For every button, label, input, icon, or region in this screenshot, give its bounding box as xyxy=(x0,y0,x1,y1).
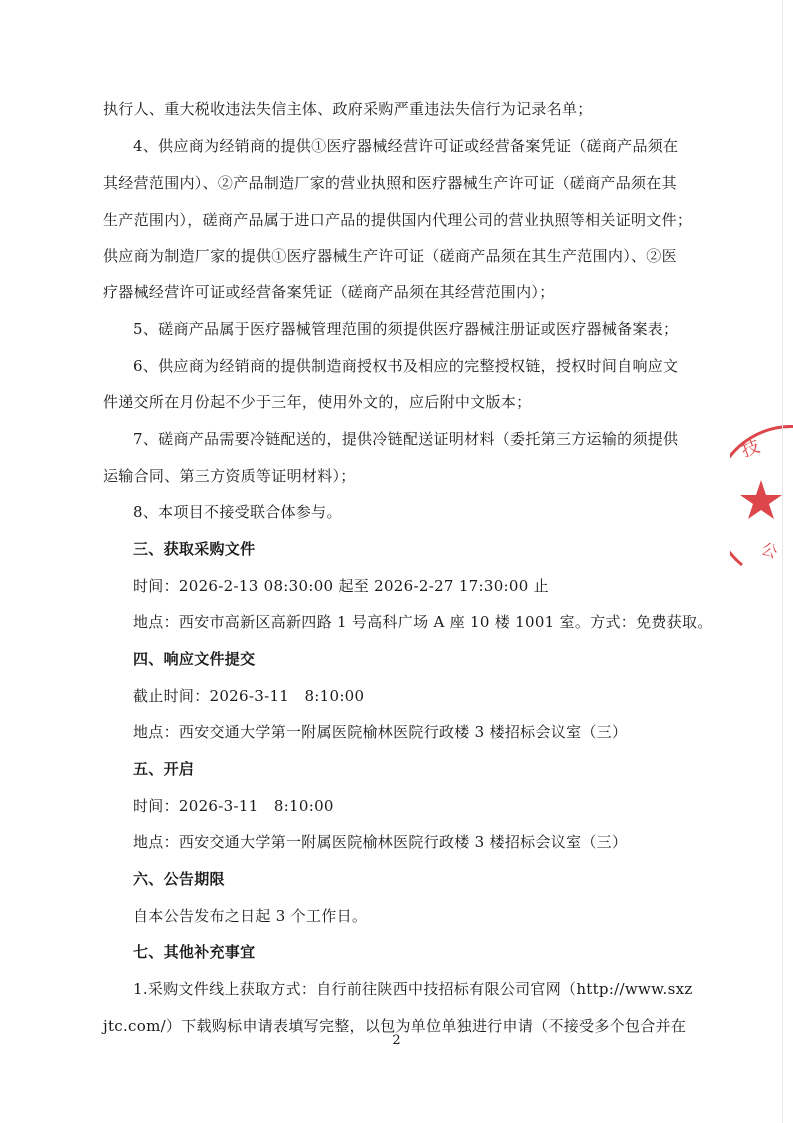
text-line: 时间：2026-2-13 08:30:00 起至 2026-2-27 17:30:00 止 xyxy=(133,577,549,595)
text-line: 件递交所在月份起不少于三年，使用外文的，应后附中文版本； xyxy=(103,393,532,411)
text-line: 7、磋商产品需要冷链配送的，提供冷链配送证明材料（委托第三方运输的须提供 xyxy=(133,430,679,448)
company-seal xyxy=(730,425,793,575)
section-heading: 三、获取采购文件 xyxy=(133,540,256,558)
section-heading: 七、其他补充事宜 xyxy=(133,943,256,961)
text-line: 8、本项目不接受联合体参与。 xyxy=(133,503,342,521)
text-line: 5、磋商产品属于医疗器械管理范围的须提供医疗器械注册证或医疗器械备案表； xyxy=(133,320,679,338)
seal-graphic xyxy=(730,425,793,575)
text-line: 截止时间：2026-3-11 8:10:00 xyxy=(133,687,365,705)
text-line: 4、供应商为经销商的提供①医疗器械经营许可证或经营备案凭证（磋商产品须在 xyxy=(133,137,679,155)
text-line: 自本公告发布之日起 3 个工作日。 xyxy=(133,907,368,925)
text-line: 地点：西安交通大学第一附属医院榆林医院行政楼 3 楼招标会议室（三） xyxy=(133,723,628,741)
text-line: 1.采购文件线上获取方式：自行前往陕西中技招标有限公司官网（http://www.sxz xyxy=(133,980,693,998)
text-line: 地点：西安市高新区高新四路 1 号高科广场 A 座 10 楼 1001 室。方式：免费获取。 xyxy=(133,613,713,631)
text-line: 执行人、重大税收违法失信主体、政府采购严重违法失信行为记录名单； xyxy=(103,100,593,118)
page-number: 2 xyxy=(392,1033,401,1048)
text-line: 供应商为制造厂家的提供①医疗器械生产许可证（磋商产品须在其生产范围内）、②医 xyxy=(103,247,677,265)
text-line: 运输合同、第三方资质等证明材料）； xyxy=(103,467,356,485)
text-line: 地点：西安交通大学第一附属医院榆林医院行政楼 3 楼招标会议室（三） xyxy=(133,833,628,851)
text-line: 6、供应商为经销商的提供制造商授权书及相应的完整授权链，授权时间自响应文 xyxy=(133,357,679,375)
svg-text:公: 公 xyxy=(758,538,781,563)
text-line: 生产范围内），磋商产品属于进口产品的提供国内代理公司的营业执照等相关证明文件； xyxy=(103,211,693,229)
scan-edge-line xyxy=(782,0,783,1123)
text-line: jtc.com/）下载购标申请表填写完整，以包为单位单独进行申请（不接受多个包合并在 xyxy=(103,1017,687,1035)
svg-text:技: 技 xyxy=(738,435,763,462)
text-line: 疗器械经营许可证或经营备案凭证（磋商产品须在其经营范围内）； xyxy=(103,283,555,301)
section-heading: 五、开启 xyxy=(133,760,195,778)
section-heading: 六、公告期限 xyxy=(133,870,225,888)
text-line: 其经营范围内）、②产品制造厂家的营业执照和医疗器械生产许可证（磋商产品须在其 xyxy=(103,174,677,192)
section-heading: 四、响应文件提交 xyxy=(133,650,256,668)
text-line: 时间：2026-3-11 8:10:00 xyxy=(133,797,334,815)
